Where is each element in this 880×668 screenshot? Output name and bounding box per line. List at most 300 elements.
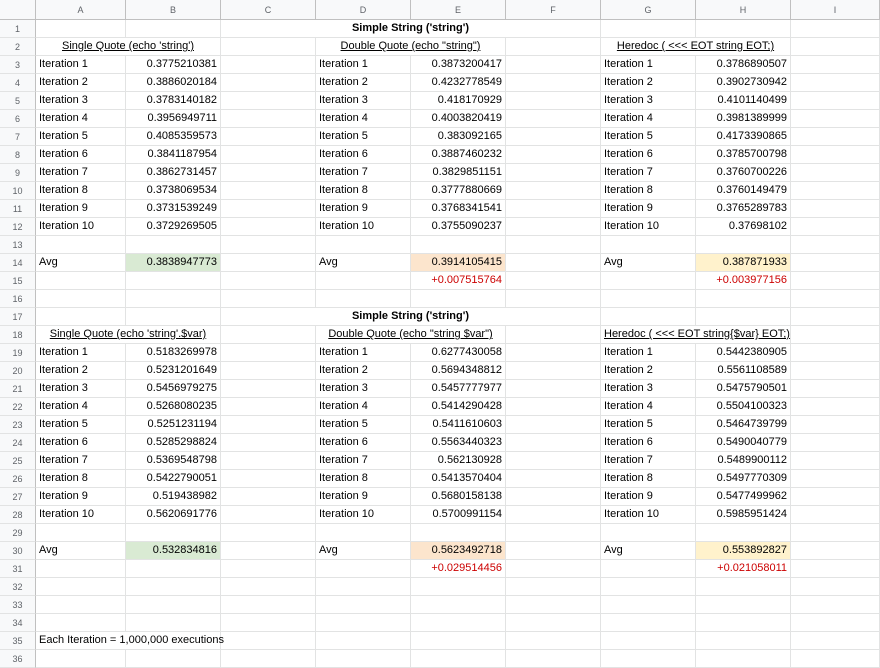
sheet-cell[interactable] xyxy=(221,218,316,236)
sheet-cell[interactable] xyxy=(791,488,880,506)
sheet-cell[interactable] xyxy=(791,290,880,308)
sheet-cell[interactable]: Iteration 7 xyxy=(316,452,411,470)
sheet-cell[interactable]: 0.5680158138 xyxy=(411,488,506,506)
sheet-cell[interactable] xyxy=(601,560,696,578)
sheet-cell[interactable]: Iteration 8 xyxy=(601,182,696,200)
sheet-cell[interactable] xyxy=(791,128,880,146)
sheet-cell[interactable]: 0.5268080235 xyxy=(126,398,221,416)
sheet-cell[interactable]: 0.5414290428 xyxy=(411,398,506,416)
sheet-cell[interactable]: Heredoc ( <<< EOT string{$var} EOT;) xyxy=(601,326,791,344)
row-header[interactable]: 4 xyxy=(0,74,36,92)
sheet-cell[interactable] xyxy=(696,20,791,38)
sheet-cell[interactable]: Avg xyxy=(36,254,126,272)
sheet-cell[interactable] xyxy=(506,578,601,596)
sheet-cell[interactable]: 0.5620691776 xyxy=(126,506,221,524)
sheet-cell[interactable] xyxy=(316,290,411,308)
row-header[interactable]: 27 xyxy=(0,488,36,506)
row-header[interactable]: 23 xyxy=(0,416,36,434)
sheet-cell[interactable]: Iteration 4 xyxy=(601,398,696,416)
sheet-cell[interactable] xyxy=(221,560,316,578)
sheet-cell[interactable]: 0.37698102 xyxy=(696,218,791,236)
sheet-cell[interactable] xyxy=(601,308,696,326)
row-header[interactable]: 34 xyxy=(0,614,36,632)
sheet-cell[interactable]: Iteration 6 xyxy=(601,146,696,164)
sheet-cell[interactable]: 0.4085359573 xyxy=(126,128,221,146)
sheet-cell[interactable] xyxy=(791,146,880,164)
sheet-cell[interactable] xyxy=(791,506,880,524)
row-header[interactable]: 32 xyxy=(0,578,36,596)
sheet-cell[interactable]: 0.3786890507 xyxy=(696,56,791,74)
sheet-cell[interactable]: Iteration 9 xyxy=(36,200,126,218)
sheet-cell[interactable]: 0.5489900112 xyxy=(696,452,791,470)
sheet-cell[interactable] xyxy=(221,470,316,488)
sheet-cell[interactable] xyxy=(126,272,221,290)
sheet-cell[interactable] xyxy=(696,308,791,326)
sheet-cell[interactable] xyxy=(791,416,880,434)
sheet-cell[interactable]: Iteration 9 xyxy=(316,200,411,218)
sheet-cell[interactable]: 0.3873200417 xyxy=(411,56,506,74)
sheet-cell[interactable] xyxy=(316,578,411,596)
sheet-cell[interactable] xyxy=(791,452,880,470)
sheet-cell[interactable]: Iteration 3 xyxy=(36,380,126,398)
column-header-a[interactable]: A xyxy=(36,0,126,20)
sheet-cell[interactable]: Iteration 2 xyxy=(36,74,126,92)
sheet-cell[interactable]: Iteration 3 xyxy=(316,92,411,110)
sheet-cell[interactable]: 0.3887460232 xyxy=(411,146,506,164)
sheet-cell[interactable]: Iteration 6 xyxy=(36,146,126,164)
sheet-cell[interactable]: Iteration 4 xyxy=(316,110,411,128)
sheet-cell[interactable]: Iteration 3 xyxy=(36,92,126,110)
sheet-cell[interactable] xyxy=(601,272,696,290)
sheet-cell[interactable] xyxy=(601,632,696,650)
sheet-cell[interactable]: 0.5504100323 xyxy=(696,398,791,416)
sheet-cell[interactable]: 0.3981389999 xyxy=(696,110,791,128)
sheet-cell[interactable] xyxy=(506,632,601,650)
sheet-cell[interactable] xyxy=(316,596,411,614)
sheet-cell[interactable] xyxy=(791,218,880,236)
sheet-cell[interactable] xyxy=(696,632,791,650)
sheet-cell[interactable]: 0.5369548798 xyxy=(126,452,221,470)
sheet-cell[interactable] xyxy=(221,290,316,308)
sheet-cell[interactable]: Iteration 10 xyxy=(36,506,126,524)
sheet-cell[interactable] xyxy=(696,236,791,254)
sheet-cell[interactable] xyxy=(221,578,316,596)
sheet-cell[interactable] xyxy=(506,164,601,182)
row-header[interactable]: 8 xyxy=(0,146,36,164)
sheet-cell[interactable] xyxy=(411,650,506,668)
sheet-cell[interactable] xyxy=(221,254,316,272)
row-header[interactable]: 36 xyxy=(0,650,36,668)
sheet-cell[interactable]: Iteration 10 xyxy=(316,218,411,236)
sheet-cell[interactable] xyxy=(36,560,126,578)
sheet-cell[interactable] xyxy=(791,380,880,398)
sheet-cell[interactable]: 0.553892827 xyxy=(696,542,791,560)
sheet-cell[interactable] xyxy=(36,524,126,542)
sheet-cell[interactable] xyxy=(696,524,791,542)
sheet-cell[interactable]: 0.3829851151 xyxy=(411,164,506,182)
sheet-cell[interactable]: 0.4101140499 xyxy=(696,92,791,110)
sheet-cell[interactable]: Iteration 8 xyxy=(36,182,126,200)
row-header[interactable]: 1 xyxy=(0,20,36,38)
row-header[interactable]: 35 xyxy=(0,632,36,650)
sheet-cell[interactable]: 0.5413570404 xyxy=(411,470,506,488)
sheet-cell[interactable] xyxy=(791,74,880,92)
column-header-e[interactable]: E xyxy=(411,0,506,20)
sheet-cell[interactable] xyxy=(601,650,696,668)
sheet-cell[interactable]: 0.3729269505 xyxy=(126,218,221,236)
sheet-cell[interactable] xyxy=(791,362,880,380)
sheet-cell[interactable]: Avg xyxy=(601,542,696,560)
sheet-cell[interactable]: Iteration 7 xyxy=(36,452,126,470)
sheet-cell[interactable]: 0.5456979275 xyxy=(126,380,221,398)
sheet-cell[interactable]: 0.3841187954 xyxy=(126,146,221,164)
sheet-cell[interactable] xyxy=(126,596,221,614)
sheet-cell[interactable] xyxy=(791,164,880,182)
row-header[interactable]: 2 xyxy=(0,38,36,56)
sheet-cell[interactable] xyxy=(126,308,221,326)
row-header[interactable]: 11 xyxy=(0,200,36,218)
sheet-cell[interactable]: Iteration 6 xyxy=(316,146,411,164)
sheet-cell[interactable]: Iteration 2 xyxy=(601,74,696,92)
sheet-cell[interactable] xyxy=(126,578,221,596)
sheet-cell[interactable]: 0.5623492718 xyxy=(411,542,506,560)
row-header[interactable]: 17 xyxy=(0,308,36,326)
sheet-cell[interactable]: 0.5700991154 xyxy=(411,506,506,524)
sheet-cell[interactable]: Iteration 7 xyxy=(316,164,411,182)
column-header-g[interactable]: G xyxy=(601,0,696,20)
row-header[interactable]: 24 xyxy=(0,434,36,452)
sheet-cell[interactable] xyxy=(126,236,221,254)
sheet-cell[interactable]: Avg xyxy=(36,542,126,560)
sheet-cell[interactable]: Double Quote (echo "string $var") xyxy=(316,326,506,344)
sheet-cell[interactable] xyxy=(791,254,880,272)
sheet-cell[interactable] xyxy=(791,236,880,254)
sheet-cell[interactable]: Iteration 6 xyxy=(601,434,696,452)
sheet-cell[interactable] xyxy=(506,524,601,542)
sheet-cell[interactable] xyxy=(221,650,316,668)
sheet-cell[interactable] xyxy=(36,578,126,596)
sheet-cell[interactable]: Iteration 5 xyxy=(316,128,411,146)
sheet-cell[interactable] xyxy=(126,560,221,578)
sheet-cell[interactable]: Iteration 2 xyxy=(36,362,126,380)
sheet-cell[interactable] xyxy=(411,524,506,542)
sheet-cell[interactable] xyxy=(411,290,506,308)
sheet-cell[interactable] xyxy=(601,596,696,614)
sheet-cell[interactable]: Iteration 1 xyxy=(316,56,411,74)
sheet-cell[interactable] xyxy=(221,74,316,92)
sheet-cell[interactable]: +0.007515764 xyxy=(411,272,506,290)
sheet-cell[interactable] xyxy=(791,200,880,218)
sheet-cell[interactable]: 0.3914105415 xyxy=(411,254,506,272)
sheet-cell[interactable]: 0.3765289783 xyxy=(696,200,791,218)
row-header[interactable]: 7 xyxy=(0,128,36,146)
sheet-cell[interactable]: Iteration 8 xyxy=(316,182,411,200)
sheet-cell[interactable] xyxy=(221,200,316,218)
row-header[interactable]: 12 xyxy=(0,218,36,236)
sheet-cell[interactable] xyxy=(791,398,880,416)
sheet-cell[interactable]: +0.021058011 xyxy=(696,560,791,578)
sheet-cell[interactable] xyxy=(126,614,221,632)
sheet-cell[interactable]: Iteration 5 xyxy=(601,128,696,146)
sheet-cell[interactable] xyxy=(411,614,506,632)
sheet-cell[interactable]: 0.5285298824 xyxy=(126,434,221,452)
sheet-cell[interactable]: Iteration 7 xyxy=(36,164,126,182)
sheet-cell[interactable] xyxy=(791,20,880,38)
sheet-cell[interactable]: Simple String ('string') xyxy=(221,308,601,326)
sheet-cell[interactable]: Iteration 8 xyxy=(601,470,696,488)
sheet-cell[interactable]: Iteration 10 xyxy=(601,218,696,236)
sheet-cell[interactable]: 0.3760149479 xyxy=(696,182,791,200)
sheet-cell[interactable] xyxy=(791,578,880,596)
sheet-cell[interactable] xyxy=(791,92,880,110)
sheet-cell[interactable] xyxy=(506,614,601,632)
sheet-cell[interactable]: 0.5477499962 xyxy=(696,488,791,506)
sheet-cell[interactable]: Iteration 10 xyxy=(601,506,696,524)
sheet-cell[interactable] xyxy=(316,524,411,542)
sheet-cell[interactable] xyxy=(221,344,316,362)
sheet-cell[interactable] xyxy=(506,452,601,470)
sheet-cell[interactable] xyxy=(506,110,601,128)
sheet-cell[interactable]: Iteration 4 xyxy=(36,110,126,128)
row-header[interactable]: 16 xyxy=(0,290,36,308)
sheet-cell[interactable] xyxy=(506,182,601,200)
sheet-cell[interactable] xyxy=(221,434,316,452)
row-header[interactable]: 30 xyxy=(0,542,36,560)
row-header[interactable]: 3 xyxy=(0,56,36,74)
sheet-cell[interactable] xyxy=(221,488,316,506)
sheet-cell[interactable]: 0.5231201649 xyxy=(126,362,221,380)
sheet-cell[interactable]: Iteration 2 xyxy=(316,74,411,92)
sheet-cell[interactable] xyxy=(36,308,126,326)
sheet-cell[interactable] xyxy=(506,596,601,614)
row-header[interactable]: 33 xyxy=(0,596,36,614)
sheet-cell[interactable] xyxy=(221,182,316,200)
sheet-cell[interactable]: Iteration 5 xyxy=(316,416,411,434)
sheet-cell[interactable] xyxy=(221,110,316,128)
sheet-cell[interactable]: 0.5464739799 xyxy=(696,416,791,434)
sheet-cell[interactable]: 0.5422790051 xyxy=(126,470,221,488)
sheet-cell[interactable]: Iteration 2 xyxy=(316,362,411,380)
sheet-cell[interactable] xyxy=(221,632,316,650)
row-header[interactable]: 5 xyxy=(0,92,36,110)
sheet-cell[interactable] xyxy=(411,596,506,614)
column-header-h[interactable]: H xyxy=(696,0,791,20)
row-header[interactable]: 6 xyxy=(0,110,36,128)
sheet-cell[interactable] xyxy=(791,434,880,452)
sheet-cell[interactable] xyxy=(221,272,316,290)
sheet-cell[interactable]: 0.3738069534 xyxy=(126,182,221,200)
sheet-cell[interactable]: Single Quote (echo 'string') xyxy=(36,38,221,56)
sheet-cell[interactable]: +0.029514456 xyxy=(411,560,506,578)
sheet-cell[interactable] xyxy=(221,416,316,434)
sheet-cell[interactable]: Iteration 8 xyxy=(316,470,411,488)
sheet-cell[interactable]: 0.418170929 xyxy=(411,92,506,110)
sheet-cell[interactable] xyxy=(791,560,880,578)
row-header[interactable]: 18 xyxy=(0,326,36,344)
sheet-cell[interactable]: 0.3755090237 xyxy=(411,218,506,236)
row-header[interactable]: 9 xyxy=(0,164,36,182)
sheet-cell[interactable]: Iteration 4 xyxy=(601,110,696,128)
sheet-cell[interactable] xyxy=(791,614,880,632)
sheet-cell[interactable]: Iteration 7 xyxy=(601,452,696,470)
sheet-cell[interactable] xyxy=(316,272,411,290)
sheet-cell[interactable] xyxy=(221,38,316,56)
sheet-cell[interactable]: Iteration 9 xyxy=(36,488,126,506)
sheet-cell[interactable] xyxy=(506,650,601,668)
sheet-cell[interactable]: 0.562130928 xyxy=(411,452,506,470)
sheet-cell[interactable] xyxy=(506,254,601,272)
sheet-cell[interactable] xyxy=(601,578,696,596)
sheet-cell[interactable] xyxy=(791,542,880,560)
sheet-cell[interactable] xyxy=(791,272,880,290)
sheet-cell[interactable]: Iteration 10 xyxy=(36,218,126,236)
sheet-cell[interactable]: Iteration 3 xyxy=(601,380,696,398)
sheet-cell[interactable] xyxy=(696,290,791,308)
sheet-cell[interactable]: Iteration 8 xyxy=(36,470,126,488)
sheet-cell[interactable] xyxy=(221,614,316,632)
sheet-cell[interactable]: 0.5251231194 xyxy=(126,416,221,434)
sheet-cell[interactable] xyxy=(411,632,506,650)
sheet-cell[interactable]: Iteration 3 xyxy=(601,92,696,110)
column-header-d[interactable]: D xyxy=(316,0,411,20)
sheet-cell[interactable] xyxy=(506,344,601,362)
row-header[interactable]: 22 xyxy=(0,398,36,416)
sheet-cell[interactable] xyxy=(696,596,791,614)
row-header[interactable]: 10 xyxy=(0,182,36,200)
row-header[interactable]: 15 xyxy=(0,272,36,290)
sheet-cell[interactable]: 0.6277430058 xyxy=(411,344,506,362)
sheet-cell[interactable] xyxy=(506,146,601,164)
sheet-cell[interactable] xyxy=(601,524,696,542)
row-header[interactable]: 21 xyxy=(0,380,36,398)
sheet-cell[interactable] xyxy=(411,236,506,254)
sheet-cell[interactable]: 0.3731539249 xyxy=(126,200,221,218)
sheet-cell[interactable]: Iteration 2 xyxy=(601,362,696,380)
sheet-cell[interactable]: Iteration 5 xyxy=(601,416,696,434)
sheet-cell[interactable]: Iteration 1 xyxy=(601,344,696,362)
sheet-cell[interactable]: 0.5457777977 xyxy=(411,380,506,398)
sheet-cell[interactable] xyxy=(36,614,126,632)
row-header[interactable]: 13 xyxy=(0,236,36,254)
sheet-cell[interactable]: 0.3783140182 xyxy=(126,92,221,110)
sheet-cell[interactable]: 0.3775210381 xyxy=(126,56,221,74)
sheet-cell[interactable]: 0.3838947773 xyxy=(126,254,221,272)
sheet-cell[interactable]: 0.3768341541 xyxy=(411,200,506,218)
sheet-cell[interactable] xyxy=(126,290,221,308)
sheet-cell[interactable]: Iteration 6 xyxy=(36,434,126,452)
sheet-cell[interactable] xyxy=(221,362,316,380)
sheet-cell[interactable]: 0.3785700798 xyxy=(696,146,791,164)
sheet-cell[interactable]: Each Iteration = 1,000,000 executions xyxy=(36,632,221,650)
sheet-cell[interactable] xyxy=(696,578,791,596)
sheet-cell[interactable]: Iteration 1 xyxy=(601,56,696,74)
sheet-cell[interactable] xyxy=(791,524,880,542)
sheet-cell[interactable] xyxy=(791,110,880,128)
sheet-cell[interactable] xyxy=(411,578,506,596)
sheet-cell[interactable] xyxy=(791,650,880,668)
sheet-cell[interactable]: Single Quote (echo 'string'.$var) xyxy=(36,326,221,344)
sheet-cell[interactable]: Double Quote (echo "string") xyxy=(316,38,506,56)
sheet-cell[interactable] xyxy=(506,362,601,380)
sheet-cell[interactable]: 0.4232778549 xyxy=(411,74,506,92)
row-header[interactable]: 20 xyxy=(0,362,36,380)
sheet-cell[interactable] xyxy=(791,56,880,74)
sheet-cell[interactable] xyxy=(221,452,316,470)
sheet-cell[interactable]: Iteration 9 xyxy=(601,200,696,218)
sheet-cell[interactable]: Iteration 4 xyxy=(316,398,411,416)
sheet-cell[interactable] xyxy=(506,56,601,74)
sheet-cell[interactable]: 0.387871933 xyxy=(696,254,791,272)
sheet-cell[interactable] xyxy=(696,650,791,668)
sheet-cell[interactable]: Iteration 1 xyxy=(316,344,411,362)
sheet-cell[interactable]: Iteration 7 xyxy=(601,164,696,182)
sheet-cell[interactable] xyxy=(316,236,411,254)
sheet-cell[interactable] xyxy=(506,218,601,236)
row-header[interactable]: 25 xyxy=(0,452,36,470)
sheet-cell[interactable] xyxy=(221,92,316,110)
sheet-cell[interactable] xyxy=(36,290,126,308)
sheet-cell[interactable]: 0.4173390865 xyxy=(696,128,791,146)
sheet-cell[interactable] xyxy=(506,326,601,344)
sheet-cell[interactable]: Avg xyxy=(316,542,411,560)
sheet-cell[interactable] xyxy=(221,596,316,614)
sheet-cell[interactable]: 0.4003820419 xyxy=(411,110,506,128)
sheet-cell[interactable]: 0.3886020184 xyxy=(126,74,221,92)
sheet-cell[interactable] xyxy=(601,20,696,38)
sheet-cell[interactable]: 0.3760700226 xyxy=(696,164,791,182)
sheet-cell[interactable]: 0.5475790501 xyxy=(696,380,791,398)
sheet-cell[interactable]: 0.532834816 xyxy=(126,542,221,560)
sheet-cell[interactable]: 0.5442380905 xyxy=(696,344,791,362)
sheet-cell[interactable]: 0.3902730942 xyxy=(696,74,791,92)
sheet-cell[interactable]: 0.5563440323 xyxy=(411,434,506,452)
sheet-cell[interactable]: Iteration 1 xyxy=(36,344,126,362)
sheet-cell[interactable] xyxy=(791,632,880,650)
sheet-cell[interactable] xyxy=(506,542,601,560)
row-header[interactable]: 19 xyxy=(0,344,36,362)
sheet-cell[interactable]: Iteration 5 xyxy=(36,128,126,146)
sheet-cell[interactable] xyxy=(506,560,601,578)
sheet-cell[interactable]: Iteration 10 xyxy=(316,506,411,524)
sheet-cell[interactable] xyxy=(791,182,880,200)
sheet-cell[interactable]: Iteration 9 xyxy=(601,488,696,506)
sheet-cell[interactable] xyxy=(791,38,880,56)
row-header[interactable]: 28 xyxy=(0,506,36,524)
sheet-cell[interactable]: 0.519438982 xyxy=(126,488,221,506)
sheet-cell[interactable] xyxy=(126,524,221,542)
sheet-cell[interactable]: 0.5411610603 xyxy=(411,416,506,434)
sheet-cell[interactable] xyxy=(36,236,126,254)
sheet-cell[interactable] xyxy=(506,416,601,434)
column-header-i[interactable]: I xyxy=(791,0,880,20)
sheet-cell[interactable] xyxy=(221,128,316,146)
column-header-f[interactable]: F xyxy=(506,0,601,20)
sheet-cell[interactable] xyxy=(221,542,316,560)
sheet-cell[interactable]: Iteration 1 xyxy=(36,56,126,74)
sheet-cell[interactable] xyxy=(696,614,791,632)
sheet-cell[interactable] xyxy=(506,38,601,56)
sheet-cell[interactable] xyxy=(601,236,696,254)
sheet-cell[interactable] xyxy=(506,290,601,308)
sheet-cell[interactable] xyxy=(126,20,221,38)
sheet-cell[interactable] xyxy=(506,74,601,92)
sheet-cell[interactable] xyxy=(506,470,601,488)
sheet-cell[interactable] xyxy=(601,614,696,632)
sheet-cell[interactable] xyxy=(126,650,221,668)
sheet-cell[interactable] xyxy=(506,92,601,110)
sheet-cell[interactable] xyxy=(221,380,316,398)
sheet-cell[interactable] xyxy=(36,272,126,290)
